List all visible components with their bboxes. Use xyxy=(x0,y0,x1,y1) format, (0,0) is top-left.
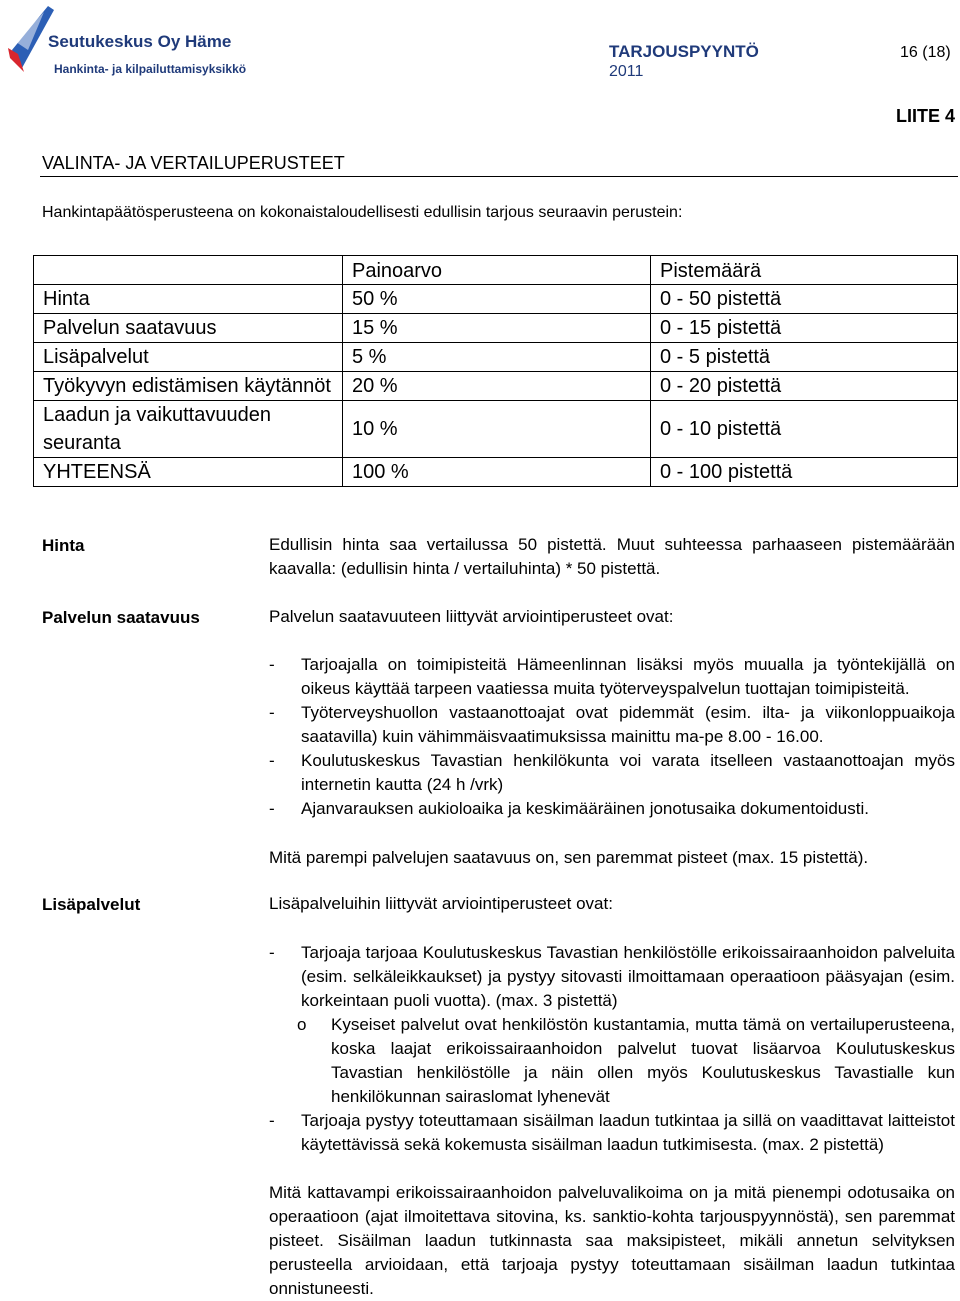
table-row xyxy=(34,314,958,343)
company-logo xyxy=(8,6,248,76)
table-cell: 0 - 10 pistettä xyxy=(651,401,958,458)
table-cell: 0 - 50 pistettä xyxy=(651,285,958,314)
list-item: - Tarjoaja pystyy toteuttamaan sisäilman laadun tutkintaa ja sillä on vaadittavat laitteistot käytettävissä sekä kokemusta sisäilman laadun tutkimisesta. (max. 2 pistettä) xyxy=(269,1109,955,1157)
document-year: 2011 xyxy=(609,63,644,80)
table-row xyxy=(34,458,958,487)
table-cell: Hinta xyxy=(34,285,343,314)
company-name: Seutukeskus Oy Häme xyxy=(48,32,232,51)
table-cell: 0 - 100 pistettä xyxy=(651,458,958,487)
title-divider xyxy=(40,176,958,177)
table-row xyxy=(34,285,958,314)
list-item: - Tarjoajalla on toimipisteitä Hämeenlinnan lisäksi myös muualla ja työntekijällä on oikeus käyttää tarpeen vaatiessa muita työterveyspalvelun tuottajan toimipisteitä. xyxy=(269,653,955,701)
section-title: VALINTA- JA VERTAILUPERUSTEET xyxy=(42,153,345,173)
appendix-label: LIITE 4 xyxy=(896,106,956,126)
table-header-cell: Pistemäärä xyxy=(651,256,958,285)
sub-list xyxy=(269,1013,955,1109)
table-cell: 10 % xyxy=(343,401,651,458)
table-cell: YHTEENSÄ xyxy=(34,458,343,487)
lisapalvelut-label: Lisäpalvelut xyxy=(42,895,141,914)
document-type: TARJOUSPYYNTÖ xyxy=(609,42,759,61)
table-header-cell xyxy=(34,256,343,285)
table-cell: Palvelun saatavuus xyxy=(34,314,343,343)
table-cell: 0 - 5 pistettä xyxy=(651,343,958,372)
company-unit: Hankinta- ja kilpailuttamisyksikkö xyxy=(54,62,247,76)
table-cell: 5 % xyxy=(343,343,651,372)
table-cell: 0 - 15 pistettä xyxy=(651,314,958,343)
saatavuus-list xyxy=(269,653,955,821)
table-row xyxy=(34,372,958,401)
hinta-text: Edullisin hinta saa vertailussa 50 pistettä. Muut suhteessa parhaaseen pistemäärään kaavalla: (edullisin hinta / vertailuhinta) * 50 pistettä. xyxy=(269,535,955,578)
table-cell: 15 % xyxy=(343,314,651,343)
table-cell: 100 % xyxy=(343,458,651,487)
saatavuus-label: Palvelun saatavuus xyxy=(42,608,200,627)
table-cell: Laadun ja vaikuttavuuden seuranta xyxy=(34,401,343,458)
lisapalvelut-list xyxy=(269,941,955,1157)
table-cell: 50 % xyxy=(343,285,651,314)
hinta-label: Hinta xyxy=(42,536,85,555)
lisapalvelut-summary: Mitä kattavampi erikoissairaanhoidon palveluvalikoima on ja mitä pienempi odotusaika on operaatioon (ajat ilmoitettava sitovina, ks. sanktio-kohta tarjouspyynnöstä), sen paremmat pisteet. Sisäilman laadun tutkinnasta saa maksipisteet, mikäli annetun selvityksen perusteella arvioidaan, että tarjoaja pystyy toteuttamaan sisäilman laadun tutkintaa onnistuneesti. xyxy=(269,1183,955,1298)
saatavuus-summary: Mitä parempi palvelujen saatavuus on, sen paremmat pisteet (max. 15 pistettä). xyxy=(269,848,869,867)
list-item: - Ajanvarauksen aukioloaika ja keskimääräinen jonotusaika dokumentoidusti. xyxy=(269,797,955,821)
table-cell: Työkyvyn edistämisen käytännöt xyxy=(34,372,343,401)
list-item: - Koulutuskeskus Tavastian henkilökunta voi varata itselleen vastaanottoajan myös internetin kautta (24 h /vrk) xyxy=(269,749,955,797)
sub-list-item: o Kyseiset palvelut ovat henkilöstön kustantamia, mutta tämä on vertailuperusteena, koska laajat erikoissairaanhoidon palvelut tuovat lisäarvoa Koulutuskeskus Tavastian henkilöstölle ja näin ollen myös Koulutuskeskus Tavastialle kun henkilökunnan sairaslomat lyhenevät xyxy=(269,1013,955,1109)
table-row xyxy=(34,401,958,458)
list-item xyxy=(269,941,955,1109)
table-header-row xyxy=(34,256,958,285)
list-item-text: Tarjoaja tarjoaa Koulutuskeskus Tavastian henkilöstölle erikoissairaanhoidon palveluita (esim. selkäleikkaukset) ja pystyy sitovasti ilmoittamaan operaatioon pääsyajan (esim. korkeintaan puoli vuotta). (max. 3 pistettä) xyxy=(301,943,955,1010)
table-cell: Lisäpalvelut xyxy=(34,343,343,372)
page-number: 16 (18) xyxy=(900,44,951,61)
list-item: - Työterveyshuollon vastaanottoajat ovat pidemmät (esim. ilta- ja viikonloppuaikoja saatavilla) kuin vähimmäisvaatimuksissa mainittu ma-pe 8.00 - 16.00. xyxy=(269,701,955,749)
lisapalvelut-intro: Lisäpalveluihin liittyvät arviointiperusteet ovat: xyxy=(269,894,613,913)
table-cell: 20 % xyxy=(343,372,651,401)
intro-text: Hankintapäätösperusteena on kokonaistaloudellisesti edullisin tarjous seuraavin perustein: xyxy=(42,204,683,221)
table-header-cell: Painoarvo xyxy=(343,256,651,285)
table-cell: 0 - 20 pistettä xyxy=(651,372,958,401)
table-row xyxy=(34,343,958,372)
saatavuus-intro: Palvelun saatavuuteen liittyvät arviointiperusteet ovat: xyxy=(269,607,674,626)
criteria-table xyxy=(33,255,958,487)
